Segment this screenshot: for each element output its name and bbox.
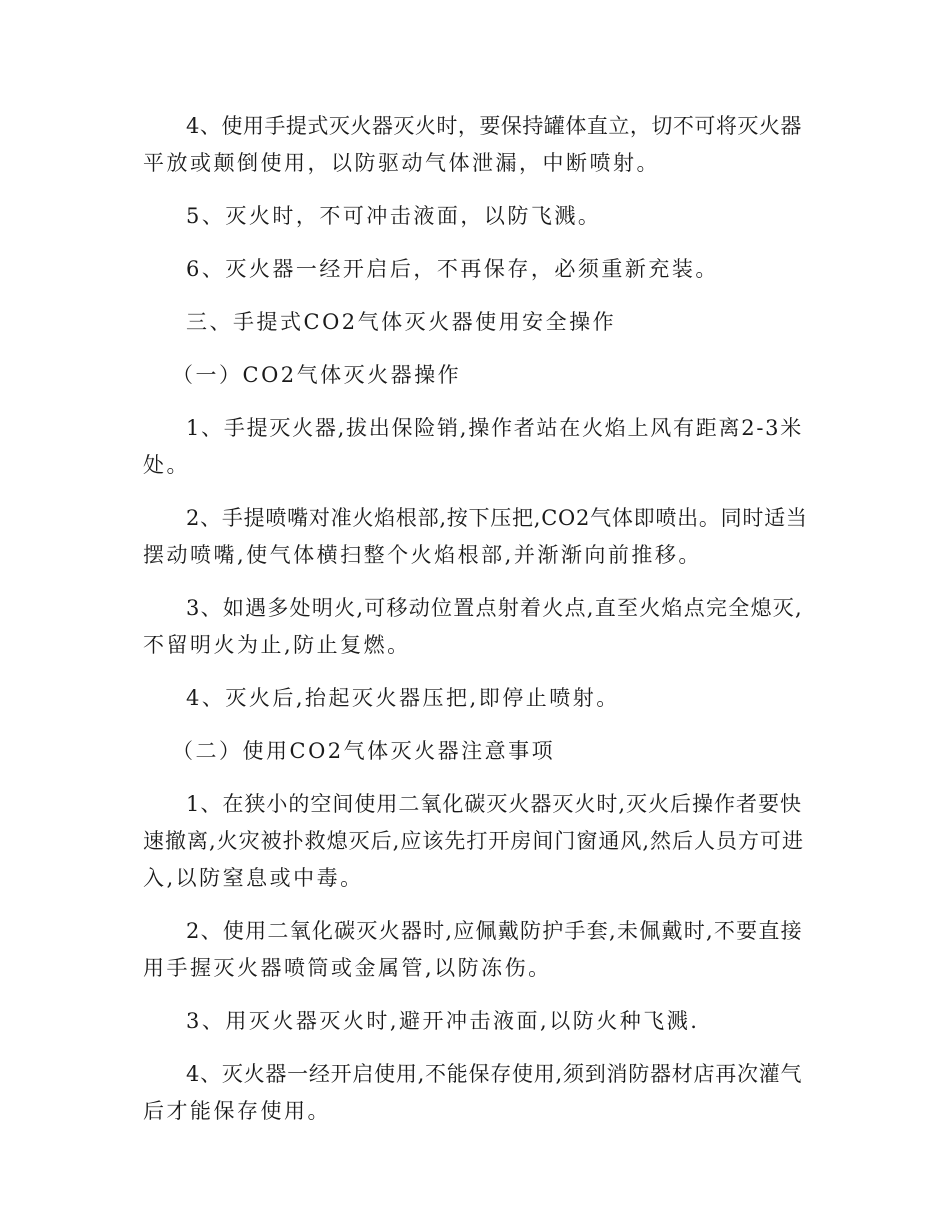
note-2-line-1: 2、使用二氧化碳灭火器时,应佩戴防护手套,未佩戴时,不要直接 (186, 919, 803, 943)
para-5: 5、灭火时，不可冲击液面，以防飞溅。 (186, 204, 602, 228)
op-1-line-2: 处。 (143, 453, 190, 477)
op-2-line-1: 2、手提喷嘴对准火焰根部,按下压把,CO2气体即喷出。同时适当 (186, 506, 808, 530)
para-4-line-2: 平放或颠倒使用，以防驱动气体泄漏，中断喷射。 (143, 151, 660, 175)
note-4-line-1: 4、灭火器一经开启使用,不能保存使用,须到消防器材店再次灌气 (186, 1062, 803, 1086)
note-1-line-1: 1、在狭小的空间使用二氧化碳灭火器灭火时,灭火后操作者要快 (186, 792, 803, 816)
op-2-line-2: 摆动喷嘴,使气体横扫整个火焰根部,并渐渐向前推移。 (143, 543, 702, 567)
note-2-line-2: 用手握灭火器喷筒或金属管,以防冻伤。 (143, 956, 552, 980)
subsection-heading-2: （二）使用CO2气体灭火器注意事项 (172, 739, 556, 763)
op-3-line-2: 不留明火为止,防止复燃。 (143, 633, 411, 657)
op-4: 4、灭火后,抬起灭火器压把,即停止喷射。 (186, 686, 620, 710)
note-3: 3、用灭火器灭火时,避开冲击液面,以防火种飞溅. (186, 1009, 700, 1033)
para-6: 6、灭火器一经开启后，不再保存，必须重新充装。 (186, 257, 719, 281)
note-1-line-3: 入,以防窒息或中毒。 (143, 866, 364, 890)
note-1-line-2: 速撤离,火灾被扑救熄灭后,应该先打开房间门窗通风,然后人员方可进 (143, 829, 805, 853)
para-4-line-1: 4、使用手提式灭火器灭火时，要保持罐体直立，切不可将灭火器 (186, 114, 802, 138)
section-heading-3: 三、手提式CO2气体灭火器使用安全操作 (186, 310, 617, 334)
note-4-line-2: 后才能保存使用。 (143, 1099, 331, 1123)
subsection-heading-1: （一）CO2气体灭火器操作 (172, 363, 462, 387)
op-3-line-1: 3、如遇多处明火,可移动位置点射着火点,直至火焰点完全熄灭, (186, 596, 803, 620)
op-1-line-1: 1、手提灭火器,拔出保险销,操作者站在火焰上风有距离2-3米 (186, 416, 804, 440)
